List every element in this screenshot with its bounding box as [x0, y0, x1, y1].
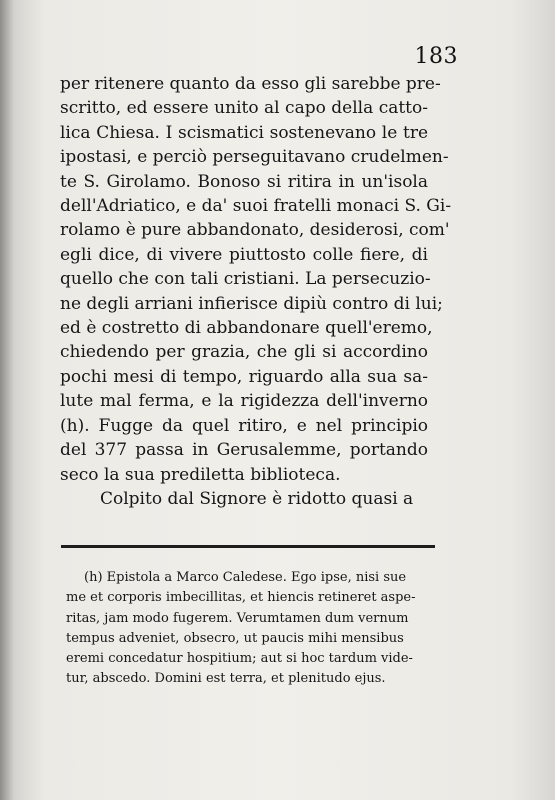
body-line: lute mal ferma, e la rigidezza dell'inverno [60, 391, 428, 412]
footnote-line: ritas, jam modo fugerem. Verumtamen dum vernum [66, 610, 409, 626]
main-body-text [60, 72, 452, 511]
body-line: Colpito dal Signore è ridotto quasi a [100, 488, 414, 509]
body-line: del 377 passa in Gerusalemme, portando [60, 440, 428, 461]
body-line: ne degli arriani infierisce dipiù contro di lui; [60, 293, 443, 314]
footnote-text [66, 568, 416, 690]
body-line: chiedendo per grazia, che gli si accordino [60, 342, 428, 363]
body-line: ipostasi, e perciò perseguitavano crudelmen- [60, 147, 449, 168]
body-line: quello che con tali cristiani. La persecuzio- [60, 269, 431, 290]
footnote-line: me et corporis imbecillitas, et hiencis retineret aspe- [66, 590, 416, 606]
body-line: dell'Adriatico, e da' suoi fratelli monaci S. Gi- [60, 196, 452, 217]
page-number: 183 [414, 44, 458, 69]
footnote-line: tempus adveniet, obsecro, ut paucis mihi mensibus [66, 630, 404, 646]
body-line: pochi mesi di tempo, riguardo alla sua sa- [60, 366, 428, 387]
body-line: rolamo è pure abbandonato, desiderosi, com' [60, 220, 450, 241]
body-line: te S. Girolamo. Bonoso si ritira in un'isola [60, 171, 428, 192]
body-line: egli dice, di vivere piuttosto colle fiere, di [60, 244, 428, 265]
body-line: seco la sua prediletta biblioteca. [60, 464, 341, 485]
body-line: lica Chiesa. I scismatici sostenevano le tre [60, 122, 428, 143]
body-line: ed è costretto di abbandonare quell'eremo, [60, 318, 433, 339]
page-gutter-shadow [0, 0, 14, 800]
footnote-line: (h) Epistola a Marco Caledese. Ego ipse, nisi sue [84, 570, 407, 585]
footnote-line: tur, abscedo. Domini est terra, et plenitudo ejus. [66, 671, 386, 687]
footnote-line: eremi concedatur hospitium; aut si hoc tardum vide- [66, 651, 413, 667]
footnote-separator-rule [61, 545, 435, 548]
body-line: scritto, ed essere unito al capo della catto- [60, 98, 428, 119]
body-line: per ritenere quanto da esso gli sarebbe pre- [60, 74, 441, 94]
body-line: (h). Fugge da quel ritiro, e nel principio [60, 415, 428, 436]
